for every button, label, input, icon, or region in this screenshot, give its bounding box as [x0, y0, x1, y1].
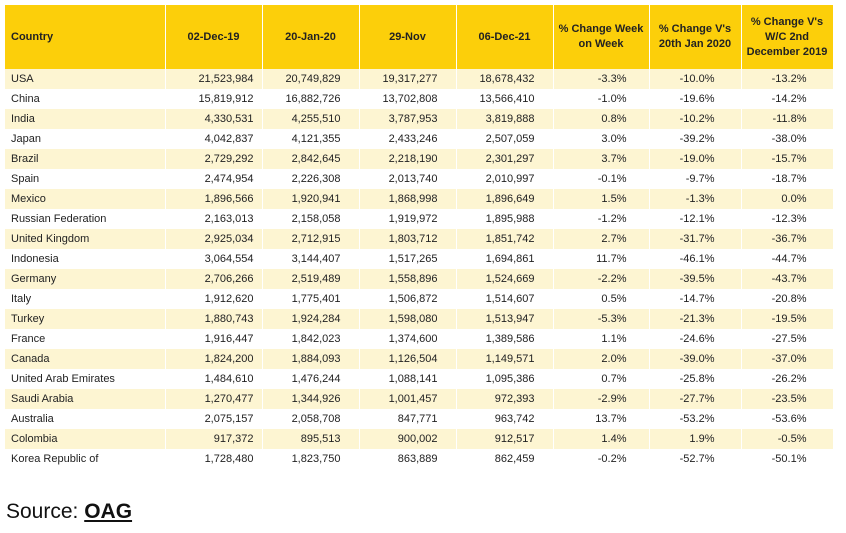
cell-20-jan-20: 1,344,926 — [262, 389, 359, 409]
cell-change-dec-2019: -50.1% — [741, 449, 833, 469]
cell-change-week: -0.2% — [553, 449, 649, 469]
cell-02-dec-19: 1,916,447 — [165, 329, 262, 349]
cell-29-nov: 19,317,277 — [359, 69, 456, 89]
cell-change-dec-2019: -11.8% — [741, 109, 833, 129]
cell-02-dec-19: 2,925,034 — [165, 229, 262, 249]
cell-06-dec-21: 1,524,669 — [456, 269, 553, 289]
capacity-table — [5, 5, 834, 469]
cell-29-nov: 2,433,246 — [359, 129, 456, 149]
cell-20-jan-20: 4,121,355 — [262, 129, 359, 149]
cell-29-nov: 1,517,265 — [359, 249, 456, 269]
cell-change-jan-2020: -12.1% — [649, 209, 741, 229]
cell-change-week: 13.7% — [553, 409, 649, 429]
cell-02-dec-19: 2,474,954 — [165, 169, 262, 189]
cell-country: Japan — [5, 129, 165, 149]
cell-change-dec-2019: -23.5% — [741, 389, 833, 409]
cell-06-dec-21: 862,459 — [456, 449, 553, 469]
cell-country: Australia — [5, 409, 165, 429]
cell-country: United Kingdom — [5, 229, 165, 249]
cell-change-week: 3.7% — [553, 149, 649, 169]
cell-02-dec-19: 4,042,837 — [165, 129, 262, 149]
cell-20-jan-20: 4,255,510 — [262, 109, 359, 129]
cell-change-dec-2019: -14.2% — [741, 89, 833, 109]
cell-06-dec-21: 972,393 — [456, 389, 553, 409]
cell-country: Brazil — [5, 149, 165, 169]
header-row — [5, 5, 833, 69]
cell-02-dec-19: 1,824,200 — [165, 349, 262, 369]
cell-20-jan-20: 1,920,941 — [262, 189, 359, 209]
cell-change-dec-2019: -53.6% — [741, 409, 833, 429]
cell-change-jan-2020: -19.0% — [649, 149, 741, 169]
cell-country: Colombia — [5, 429, 165, 449]
cell-change-week: -5.3% — [553, 309, 649, 329]
cell-20-jan-20: 1,775,401 — [262, 289, 359, 309]
cell-20-jan-20: 2,158,058 — [262, 209, 359, 229]
table-row — [5, 449, 833, 469]
table-row — [5, 329, 833, 349]
cell-change-dec-2019: -18.7% — [741, 169, 833, 189]
table-row — [5, 369, 833, 389]
header-20-jan-20: 20-Jan-20 — [262, 5, 359, 69]
cell-country: Italy — [5, 289, 165, 309]
cell-20-jan-20: 1,924,284 — [262, 309, 359, 329]
cell-change-jan-2020: -39.5% — [649, 269, 741, 289]
data-table-container — [5, 5, 833, 469]
cell-06-dec-21: 18,678,432 — [456, 69, 553, 89]
table-row — [5, 389, 833, 409]
table-row — [5, 429, 833, 449]
cell-change-dec-2019: -15.7% — [741, 149, 833, 169]
cell-29-nov: 900,002 — [359, 429, 456, 449]
table-row — [5, 69, 833, 89]
cell-change-dec-2019: -36.7% — [741, 229, 833, 249]
cell-change-week: 2.7% — [553, 229, 649, 249]
cell-country: USA — [5, 69, 165, 89]
cell-change-dec-2019: -0.5% — [741, 429, 833, 449]
cell-20-jan-20: 20,749,829 — [262, 69, 359, 89]
cell-change-jan-2020: -53.2% — [649, 409, 741, 429]
table-row — [5, 149, 833, 169]
cell-20-jan-20: 895,513 — [262, 429, 359, 449]
table-row — [5, 109, 833, 129]
cell-change-week: -3.3% — [553, 69, 649, 89]
table-row — [5, 309, 833, 329]
cell-20-jan-20: 1,842,023 — [262, 329, 359, 349]
cell-change-week: -0.1% — [553, 169, 649, 189]
cell-country: China — [5, 89, 165, 109]
table-row — [5, 269, 833, 289]
cell-06-dec-21: 3,819,888 — [456, 109, 553, 129]
cell-02-dec-19: 917,372 — [165, 429, 262, 449]
cell-29-nov: 1,506,872 — [359, 289, 456, 309]
header-change-week: % Change Week on Week — [553, 5, 649, 69]
cell-change-week: -1.0% — [553, 89, 649, 109]
cell-change-jan-2020: -1.3% — [649, 189, 741, 209]
cell-02-dec-19: 15,819,912 — [165, 89, 262, 109]
cell-20-jan-20: 16,882,726 — [262, 89, 359, 109]
cell-29-nov: 1,803,712 — [359, 229, 456, 249]
cell-06-dec-21: 912,517 — [456, 429, 553, 449]
source-link-oag[interactable]: OAG — [84, 500, 133, 523]
cell-29-nov: 13,702,808 — [359, 89, 456, 109]
cell-02-dec-19: 4,330,531 — [165, 109, 262, 129]
table-body — [5, 69, 833, 469]
cell-change-dec-2019: -27.5% — [741, 329, 833, 349]
cell-change-dec-2019: 0.0% — [741, 189, 833, 209]
cell-02-dec-19: 2,706,266 — [165, 269, 262, 289]
cell-20-jan-20: 1,884,093 — [262, 349, 359, 369]
cell-20-jan-20: 1,823,750 — [262, 449, 359, 469]
cell-06-dec-21: 1,895,988 — [456, 209, 553, 229]
cell-20-jan-20: 2,519,489 — [262, 269, 359, 289]
cell-change-jan-2020: -19.6% — [649, 89, 741, 109]
cell-29-nov: 863,889 — [359, 449, 456, 469]
cell-02-dec-19: 1,484,610 — [165, 369, 262, 389]
cell-change-jan-2020: -9.7% — [649, 169, 741, 189]
cell-change-week: 2.0% — [553, 349, 649, 369]
cell-change-jan-2020: -25.8% — [649, 369, 741, 389]
cell-29-nov: 3,787,953 — [359, 109, 456, 129]
cell-02-dec-19: 2,163,013 — [165, 209, 262, 229]
cell-country: Indonesia — [5, 249, 165, 269]
cell-06-dec-21: 2,507,059 — [456, 129, 553, 149]
cell-change-dec-2019: -13.2% — [741, 69, 833, 89]
cell-06-dec-21: 1,851,742 — [456, 229, 553, 249]
cell-29-nov: 2,013,740 — [359, 169, 456, 189]
cell-06-dec-21: 2,301,297 — [456, 149, 553, 169]
cell-change-week: 0.5% — [553, 289, 649, 309]
cell-change-jan-2020: -31.7% — [649, 229, 741, 249]
cell-06-dec-21: 1,514,607 — [456, 289, 553, 309]
cell-29-nov: 1,598,080 — [359, 309, 456, 329]
table-row — [5, 349, 833, 369]
header-02-dec-19: 02-Dec-19 — [165, 5, 262, 69]
cell-change-week: 0.8% — [553, 109, 649, 129]
cell-02-dec-19: 1,880,743 — [165, 309, 262, 329]
table-row — [5, 409, 833, 429]
cell-change-week: -2.9% — [553, 389, 649, 409]
source-credit — [6, 500, 132, 524]
cell-country: United Arab Emirates — [5, 369, 165, 389]
table-row — [5, 89, 833, 109]
header-change-jan-2020: % Change V's 20th Jan 2020 — [649, 5, 741, 69]
cell-29-nov: 2,218,190 — [359, 149, 456, 169]
cell-change-jan-2020: -21.3% — [649, 309, 741, 329]
cell-06-dec-21: 1,095,386 — [456, 369, 553, 389]
cell-change-dec-2019: -19.5% — [741, 309, 833, 329]
cell-change-jan-2020: -46.1% — [649, 249, 741, 269]
cell-change-jan-2020: -14.7% — [649, 289, 741, 309]
cell-change-dec-2019: -44.7% — [741, 249, 833, 269]
cell-country: Russian Federation — [5, 209, 165, 229]
cell-29-nov: 1,558,896 — [359, 269, 456, 289]
cell-02-dec-19: 3,064,554 — [165, 249, 262, 269]
cell-change-jan-2020: -24.6% — [649, 329, 741, 349]
cell-20-jan-20: 2,058,708 — [262, 409, 359, 429]
cell-06-dec-21: 1,149,571 — [456, 349, 553, 369]
cell-29-nov: 1,126,504 — [359, 349, 456, 369]
header-country: Country — [5, 5, 165, 69]
cell-06-dec-21: 13,566,410 — [456, 89, 553, 109]
cell-change-week: 1.4% — [553, 429, 649, 449]
table-header — [5, 5, 833, 69]
cell-02-dec-19: 1,728,480 — [165, 449, 262, 469]
header-29-nov: 29-Nov — [359, 5, 456, 69]
cell-country: Turkey — [5, 309, 165, 329]
cell-02-dec-19: 1,270,477 — [165, 389, 262, 409]
cell-20-jan-20: 1,476,244 — [262, 369, 359, 389]
cell-change-week: -2.2% — [553, 269, 649, 289]
cell-change-jan-2020: -39.0% — [649, 349, 741, 369]
cell-country: Korea Republic of — [5, 449, 165, 469]
cell-change-dec-2019: -37.0% — [741, 349, 833, 369]
cell-country: France — [5, 329, 165, 349]
table-row — [5, 249, 833, 269]
cell-20-jan-20: 2,712,915 — [262, 229, 359, 249]
cell-change-jan-2020: -39.2% — [649, 129, 741, 149]
cell-country: India — [5, 109, 165, 129]
cell-29-nov: 1,868,998 — [359, 189, 456, 209]
cell-country: Saudi Arabia — [5, 389, 165, 409]
cell-20-jan-20: 2,226,308 — [262, 169, 359, 189]
cell-change-jan-2020: -10.0% — [649, 69, 741, 89]
cell-06-dec-21: 963,742 — [456, 409, 553, 429]
cell-29-nov: 1,374,600 — [359, 329, 456, 349]
table-row — [5, 189, 833, 209]
cell-change-week: 1.5% — [553, 189, 649, 209]
cell-29-nov: 1,088,141 — [359, 369, 456, 389]
table-row — [5, 169, 833, 189]
cell-29-nov: 847,771 — [359, 409, 456, 429]
cell-change-dec-2019: -20.8% — [741, 289, 833, 309]
cell-change-jan-2020: -27.7% — [649, 389, 741, 409]
cell-06-dec-21: 2,010,997 — [456, 169, 553, 189]
cell-06-dec-21: 1,694,861 — [456, 249, 553, 269]
cell-country: Germany — [5, 269, 165, 289]
cell-change-week: 3.0% — [553, 129, 649, 149]
cell-country: Mexico — [5, 189, 165, 209]
cell-20-jan-20: 2,842,645 — [262, 149, 359, 169]
source-label: Source: — [6, 500, 85, 523]
cell-change-week: 11.7% — [553, 249, 649, 269]
cell-change-dec-2019: -12.3% — [741, 209, 833, 229]
cell-change-jan-2020: 1.9% — [649, 429, 741, 449]
table-row — [5, 209, 833, 229]
cell-02-dec-19: 1,912,620 — [165, 289, 262, 309]
cell-change-week: -1.2% — [553, 209, 649, 229]
cell-change-jan-2020: -52.7% — [649, 449, 741, 469]
cell-change-dec-2019: -26.2% — [741, 369, 833, 389]
table-row — [5, 289, 833, 309]
cell-29-nov: 1,919,972 — [359, 209, 456, 229]
cell-29-nov: 1,001,457 — [359, 389, 456, 409]
cell-change-dec-2019: -38.0% — [741, 129, 833, 149]
cell-20-jan-20: 3,144,407 — [262, 249, 359, 269]
cell-change-jan-2020: -10.2% — [649, 109, 741, 129]
cell-02-dec-19: 21,523,984 — [165, 69, 262, 89]
cell-02-dec-19: 2,729,292 — [165, 149, 262, 169]
header-change-dec-2019: % Change V's W/C 2nd December 2019 — [741, 5, 833, 69]
cell-change-week: 0.7% — [553, 369, 649, 389]
cell-change-week: 1.1% — [553, 329, 649, 349]
table-row — [5, 229, 833, 249]
cell-change-dec-2019: -43.7% — [741, 269, 833, 289]
cell-06-dec-21: 1,896,649 — [456, 189, 553, 209]
cell-06-dec-21: 1,513,947 — [456, 309, 553, 329]
cell-country: Canada — [5, 349, 165, 369]
cell-06-dec-21: 1,389,586 — [456, 329, 553, 349]
cell-02-dec-19: 2,075,157 — [165, 409, 262, 429]
header-06-dec-21: 06-Dec-21 — [456, 5, 553, 69]
cell-02-dec-19: 1,896,566 — [165, 189, 262, 209]
table-row — [5, 129, 833, 149]
cell-country: Spain — [5, 169, 165, 189]
